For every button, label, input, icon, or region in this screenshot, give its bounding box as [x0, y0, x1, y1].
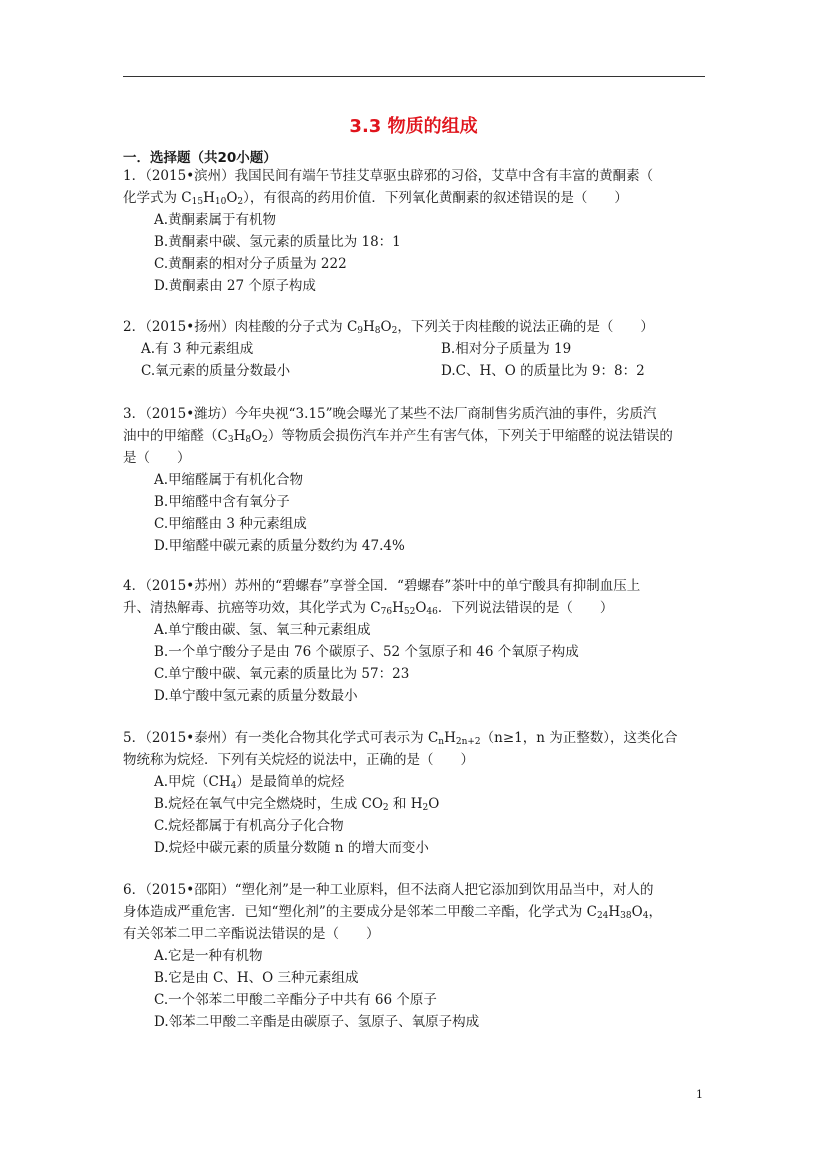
question-3-line2: 油中的甲缩醛$(C_3H_8O_2)$等物质会损伤汽车并产生有害气体，下列关于甲缩醛的说法错误的 — [123, 428, 673, 445]
question-5-option-b: B.烷烃在氧气中完全燃烧时，生成 $CO_2$ 和 $H_2O$ — [154, 796, 440, 813]
question-4-option-a: A.单宁酸由碳、氢、氧三种元素组成 — [154, 622, 371, 638]
page-title: 3.3 物质的组成 — [349, 116, 478, 137]
question-3 — [123, 403, 708, 557]
question-2-stem: 2．（2015•扬州）肉桂酸的分子式为 $C_9H_8O_2$，下列关于肉桂酸的说法正确的是（ ） — [123, 319, 654, 336]
question-2 — [123, 316, 708, 382]
question-2-option-a: A.有 3 种元素组成 — [141, 341, 254, 357]
question-3-line1: 3．（2015•潍坊）今年央视“3.15”晚会曝光了某些不法厂商制售劣质汽油的事件，劣质汽 — [123, 406, 657, 422]
page-number: 1 — [696, 1088, 703, 1101]
question-3-option-a: A.甲缩醛属于有机化合物 — [154, 472, 304, 488]
section-heading: 一．选择题（共20小题） — [123, 150, 277, 166]
question-3-option-d: D.甲缩醛中碳元素的质量分数约为 47.4% — [154, 538, 405, 554]
question-6-line1: 6．（2015•邵阳）“塑化剂”是一种工业原料，但不法商人把它添加到饮用品当中，对人的 — [123, 882, 654, 898]
question-1-line2: 化学式为 $C_{15}H_{10}O_2$），有很高的药用价值．下列氧化黄酮素的叙述错误的是（ ） — [123, 190, 628, 207]
question-1-option-d: D.黄酮素由 27 个原子构成 — [154, 278, 316, 294]
question-4-line2: 升、清热解毒、抗癌等功效，其化学式为 $C_{76}H_{52}O_{46}$．下列说法错误的是（ ） — [123, 600, 614, 617]
question-1-option-c: C.黄酮素的相对分子质量为 222 — [154, 256, 347, 272]
question-3-option-b: B.甲缩醛中含有氧分子 — [154, 494, 290, 510]
question-2-option-b: B.相对分子质量为 19 — [441, 341, 572, 357]
question-5 — [123, 727, 708, 859]
header-rule — [123, 76, 705, 77]
question-5-option-c: C.烷烃都属于有机高分子化合物 — [154, 818, 344, 834]
question-4 — [123, 575, 708, 707]
question-6-option-d: D.邻苯二甲酸二辛酯是由碳原子、氢原子、氧原子构成 — [154, 1014, 480, 1030]
question-5-option-a: A.甲烷$(CH_4)$是最简单的烷烃 — [154, 774, 345, 791]
question-6 — [123, 879, 708, 1033]
question-6-line3: 有关邻苯二甲二辛酯说法错误的是（ ） — [123, 926, 380, 942]
question-4-option-d: D.单宁酸中氢元素的质量分数最小 — [154, 688, 358, 704]
question-4-line1: 4．（2015•苏州）苏州的“碧螺春”享誉全国．“碧螺春”茶叶中的单宁酸具有抑制血压上 — [123, 578, 641, 594]
question-5-option-d: D.烷烃中碳元素的质量分数随 n 的增大而变小 — [154, 840, 429, 856]
question-5-line1: 5．（2015•泰州）有一类化合物其化学式可表示为 $C_nH_{2n+2}(n\ge 1$，n 为正整数），这类化合 — [123, 730, 678, 747]
question-6-option-b: B.它是由 C、H、O 三种元素组成 — [154, 970, 359, 986]
question-3-line3: 是（ ） — [123, 450, 191, 466]
question-1-option-a: A.黄酮素属于有机物 — [154, 212, 277, 228]
question-6-option-a: A.它是一种有机物 — [154, 948, 263, 964]
question-2-option-d: D.C、H、O 的质量比为 9：8：2 — [441, 363, 645, 379]
question-1-option-b: B.黄酮素中碳、氢元素的质量比为 18：1 — [154, 234, 401, 250]
question-6-option-c: C.一个邻苯二甲酸二辛酯分子中共有 66 个原子 — [154, 992, 437, 1008]
question-1-line1: 1．（2015•滨州）我国民间有端午节挂艾草驱虫辟邪的习俗，艾草中含有丰富的黄酮素（ — [123, 168, 654, 184]
question-4-option-b: B.一个单宁酸分子是由 76 个碳原子、52 个氢原子和 46 个氧原子构成 — [154, 644, 579, 660]
question-6-line2: 身体造成严重危害．已知“塑化剂”的主要成分是邻苯二甲酸二辛酯，化学式为 $C_{24}H_{38}O_4$， — [123, 904, 662, 921]
question-2-option-c: C.氧元素的质量分数最小 — [141, 363, 291, 379]
question-4-option-c: C.单宁酸中碳、氧元素的质量比为 57：23 — [154, 666, 410, 682]
question-2-options — [123, 338, 708, 382]
question-5-line2: 物统称为烷烃．下列有关烷烃的说法中，正确的是（ ） — [123, 752, 474, 768]
question-1 — [123, 165, 708, 297]
question-3-option-c: C.甲缩醛由 3 种元素组成 — [154, 516, 307, 532]
